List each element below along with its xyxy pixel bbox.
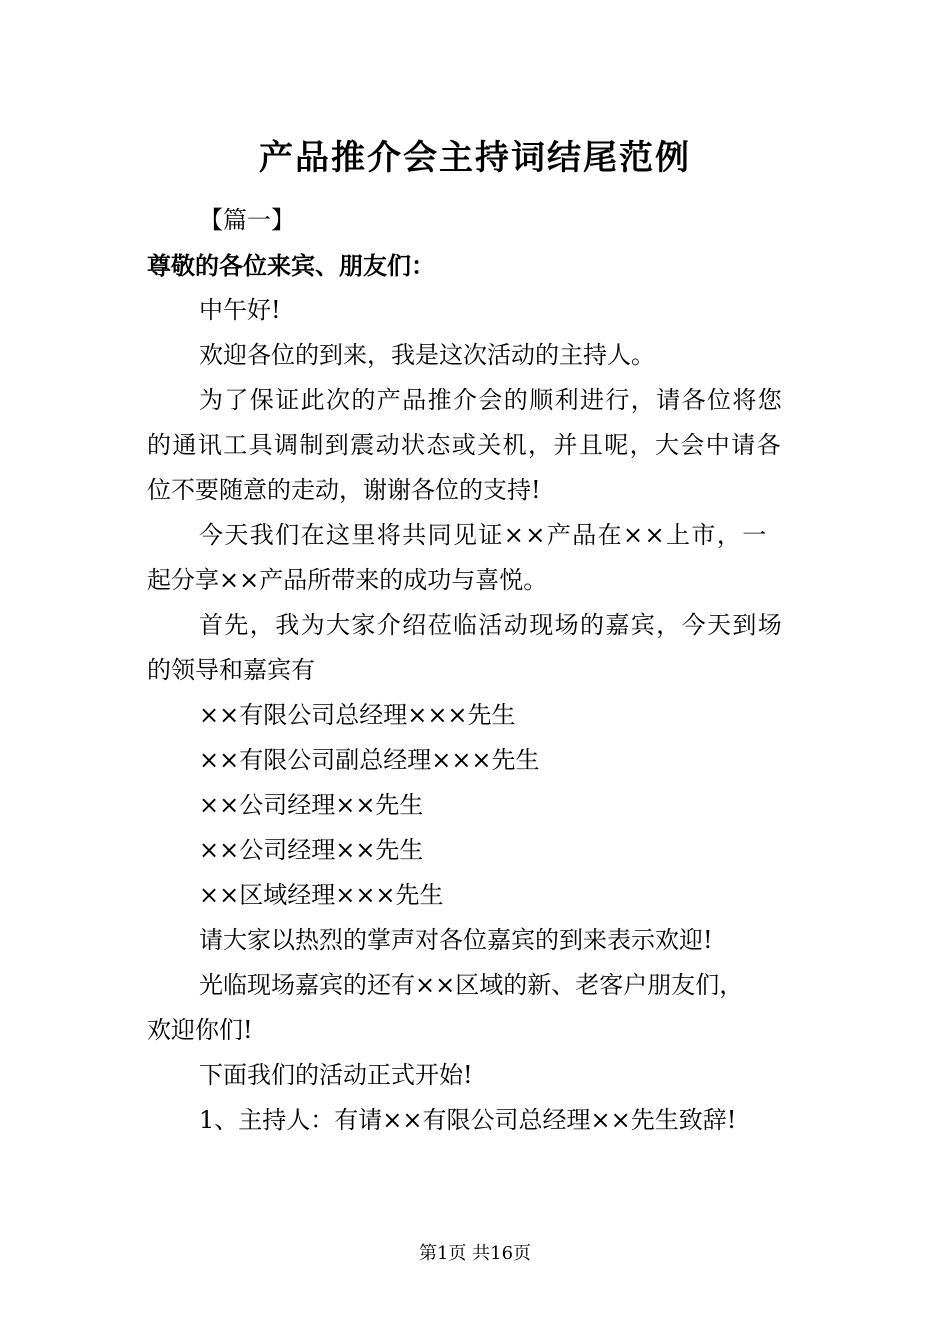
guest-list-item: ××公司经理××先生 <box>199 836 424 864</box>
paragraph-line: 为了保证此次的产品推介会的顺利进行，请各位将您 <box>199 386 784 414</box>
paragraph-line: 请大家以热烈的掌声对各位嘉宾的到来表示欢迎! <box>199 926 713 954</box>
paragraph-line: 欢迎各位的到来，我是这次活动的主持人。 <box>199 341 655 369</box>
paragraph-line: 首先，我为大家介绍莅临活动现场的嘉宾，今天到场 <box>199 611 784 639</box>
paragraph-line: 起分享××产品所带来的成功与喜悦。 <box>147 566 548 594</box>
paragraph-line: 的领导和嘉宾有 <box>147 656 315 684</box>
guest-list-item: ××公司经理××先生 <box>199 791 424 819</box>
paragraph-line: 中午好! <box>199 296 281 324</box>
paragraph-line: 下面我们的活动正式开始! <box>199 1061 473 1089</box>
section-heading: 【篇一】 <box>199 206 295 234</box>
paragraph-line: 的通讯工具调制到震动状态或关机，并且呢，大会中请各 <box>147 431 782 459</box>
paragraph-line: 位不要随意的走动，谢谢各位的支持! <box>147 476 541 504</box>
paragraph-line: 光临现场嘉宾的还有××区域的新、老客户朋友们， <box>199 971 744 999</box>
page-footer: 第1页 共16页 <box>418 1243 532 1264</box>
paragraph-line: 1、主持人：有请××有限公司总经理××先生致辞! <box>199 1106 737 1134</box>
salutation: 尊敬的各位来宾、朋友们： <box>147 251 435 280</box>
document-title: 产品推介会主持词结尾范例 <box>259 138 691 178</box>
guest-list-item: ××区域经理×××先生 <box>199 881 444 909</box>
guest-list-item: ××有限公司副总经理×××先生 <box>199 746 540 774</box>
guest-list-item: ××有限公司总经理×××先生 <box>199 701 516 729</box>
paragraph-line: 今天我们在这里将共同见证××产品在××上市，一 <box>199 521 768 549</box>
document-body <box>147 198 807 1143</box>
paragraph-line: 欢迎你们! <box>147 1016 253 1044</box>
